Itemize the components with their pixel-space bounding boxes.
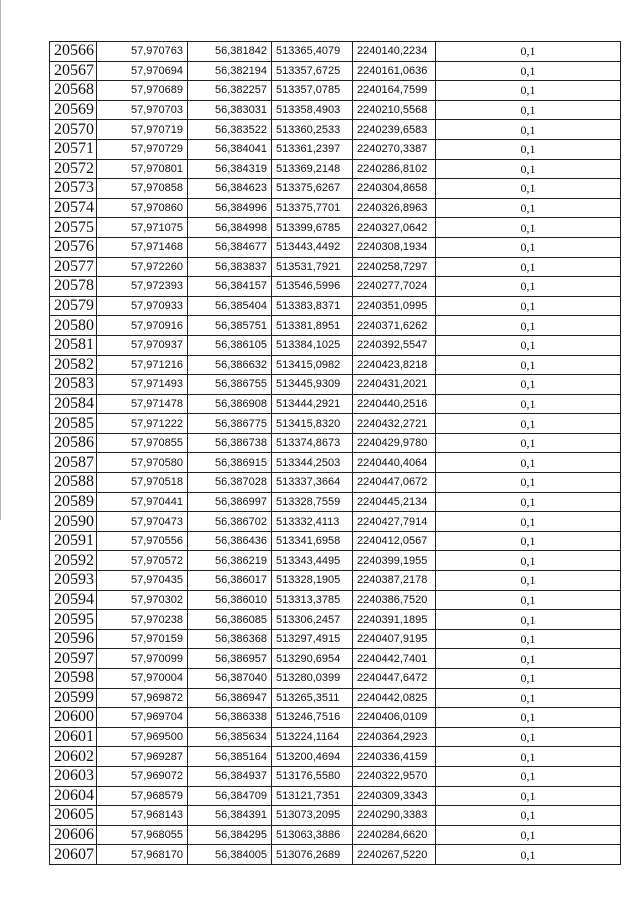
latitude-cell: 57,970238 — [97, 610, 188, 630]
accuracy-cell: 0,1 — [436, 571, 621, 591]
y-coordinate-cell: 2240277,7024 — [353, 277, 436, 297]
x-coordinate-cell: 513444,2921 — [272, 394, 353, 414]
latitude-cell: 57,970933 — [97, 296, 188, 316]
table-row — [50, 335, 621, 355]
x-coordinate-cell: 513332,4113 — [272, 512, 353, 532]
y-coordinate-cell: 2240326,8963 — [353, 198, 436, 218]
latitude-cell: 57,970441 — [97, 492, 188, 512]
table-row — [50, 669, 621, 689]
point-number-cell: 20575 — [50, 218, 97, 238]
latitude-cell: 57,971075 — [97, 218, 188, 238]
point-number-cell: 20605 — [50, 806, 97, 826]
accuracy-cell: 0,1 — [436, 257, 621, 277]
y-coordinate-cell: 2240445,2134 — [353, 492, 436, 512]
y-coordinate-cell: 2240164,7599 — [353, 81, 436, 101]
table-row — [50, 394, 621, 414]
y-coordinate-cell: 2240431,2021 — [353, 375, 436, 395]
accuracy-cell: 0,1 — [436, 766, 621, 786]
point-number-cell: 20588 — [50, 473, 97, 493]
latitude-cell: 57,968143 — [97, 806, 188, 826]
table-row — [50, 61, 621, 81]
longitude-cell: 56,384709 — [188, 786, 272, 806]
y-coordinate-cell: 2240336,4159 — [353, 747, 436, 767]
x-coordinate-cell: 513200,4694 — [272, 747, 353, 767]
table-row — [50, 159, 621, 179]
x-coordinate-cell: 513224,1164 — [272, 727, 353, 747]
y-coordinate-cell: 2240412,0567 — [353, 531, 436, 551]
x-coordinate-cell: 513341,6958 — [272, 531, 353, 551]
latitude-cell: 57,970572 — [97, 551, 188, 571]
point-number-cell: 20581 — [50, 335, 97, 355]
latitude-cell: 57,969704 — [97, 708, 188, 728]
table-row — [50, 237, 621, 257]
accuracy-cell: 0,1 — [436, 296, 621, 316]
accuracy-cell: 0,1 — [436, 218, 621, 238]
point-number-cell: 20601 — [50, 727, 97, 747]
longitude-cell: 56,383837 — [188, 257, 272, 277]
point-number-cell: 20599 — [50, 688, 97, 708]
table-row — [50, 316, 621, 336]
table-row — [50, 590, 621, 610]
x-coordinate-cell: 513280,0399 — [272, 669, 353, 689]
x-coordinate-cell: 513357,6725 — [272, 61, 353, 81]
y-coordinate-cell: 2240239,6583 — [353, 120, 436, 140]
longitude-cell: 56,381842 — [188, 42, 272, 62]
table-row — [50, 708, 621, 728]
y-coordinate-cell: 2240364,2923 — [353, 727, 436, 747]
accuracy-cell: 0,1 — [436, 394, 621, 414]
table-row — [50, 747, 621, 767]
y-coordinate-cell: 2240427,7914 — [353, 512, 436, 532]
x-coordinate-cell: 513343,4495 — [272, 551, 353, 571]
x-coordinate-cell: 513265,3511 — [272, 688, 353, 708]
accuracy-cell: 0,1 — [436, 551, 621, 571]
point-number-cell: 20590 — [50, 512, 97, 532]
x-coordinate-cell: 513531,7921 — [272, 257, 353, 277]
y-coordinate-cell: 2240423,8218 — [353, 355, 436, 375]
longitude-cell: 56,386957 — [188, 649, 272, 669]
table-row — [50, 512, 621, 532]
longitude-cell: 56,384996 — [188, 198, 272, 218]
longitude-cell: 56,386105 — [188, 335, 272, 355]
latitude-cell: 57,970719 — [97, 120, 188, 140]
y-coordinate-cell: 2240270,3387 — [353, 139, 436, 159]
accuracy-cell: 0,1 — [436, 237, 621, 257]
latitude-cell: 57,970858 — [97, 179, 188, 199]
latitude-cell: 57,968579 — [97, 786, 188, 806]
x-coordinate-cell: 513415,8320 — [272, 414, 353, 434]
point-number-cell: 20578 — [50, 277, 97, 297]
x-coordinate-cell: 513297,4915 — [272, 629, 353, 649]
accuracy-cell: 0,1 — [436, 590, 621, 610]
latitude-cell: 57,972260 — [97, 257, 188, 277]
table-row — [50, 649, 621, 669]
table-row — [50, 806, 621, 826]
latitude-cell: 57,970689 — [97, 81, 188, 101]
longitude-cell: 56,384005 — [188, 845, 272, 865]
accuracy-cell: 0,1 — [436, 100, 621, 120]
longitude-cell: 56,386775 — [188, 414, 272, 434]
point-number-cell: 20595 — [50, 610, 97, 630]
x-coordinate-cell: 513121,7351 — [272, 786, 353, 806]
x-coordinate-cell: 513328,1905 — [272, 571, 353, 591]
x-coordinate-cell: 513381,8951 — [272, 316, 353, 336]
latitude-cell: 57,970937 — [97, 335, 188, 355]
accuracy-cell: 0,1 — [436, 531, 621, 551]
x-coordinate-cell: 513360,2533 — [272, 120, 353, 140]
point-number-cell: 20585 — [50, 414, 97, 434]
table-row — [50, 100, 621, 120]
point-number-cell: 20579 — [50, 296, 97, 316]
accuracy-cell: 0,1 — [436, 335, 621, 355]
latitude-cell: 57,970159 — [97, 629, 188, 649]
longitude-cell: 56,384937 — [188, 766, 272, 786]
table-row — [50, 42, 621, 62]
table-row — [50, 473, 621, 493]
accuracy-cell: 0,1 — [436, 453, 621, 473]
point-number-cell: 20587 — [50, 453, 97, 473]
latitude-cell: 57,970763 — [97, 42, 188, 62]
table-row — [50, 375, 621, 395]
accuracy-cell: 0,1 — [436, 159, 621, 179]
accuracy-cell: 0,1 — [436, 845, 621, 865]
latitude-cell: 57,971493 — [97, 375, 188, 395]
longitude-cell: 56,386010 — [188, 590, 272, 610]
table-row — [50, 198, 621, 218]
latitude-cell: 57,970435 — [97, 571, 188, 591]
accuracy-cell: 0,1 — [436, 669, 621, 689]
point-number-cell: 20567 — [50, 61, 97, 81]
point-number-cell: 20577 — [50, 257, 97, 277]
latitude-cell: 57,970729 — [97, 139, 188, 159]
longitude-cell: 56,386947 — [188, 688, 272, 708]
longitude-cell: 56,387028 — [188, 473, 272, 493]
point-number-cell: 20570 — [50, 120, 97, 140]
y-coordinate-cell: 2240304,8658 — [353, 179, 436, 199]
y-coordinate-cell: 2240290,3383 — [353, 806, 436, 826]
table-row — [50, 786, 621, 806]
point-number-cell: 20594 — [50, 590, 97, 610]
x-coordinate-cell: 513344,2503 — [272, 453, 353, 473]
coordinates-table — [49, 41, 621, 865]
latitude-cell: 57,970855 — [97, 433, 188, 453]
longitude-cell: 56,386017 — [188, 571, 272, 591]
latitude-cell: 57,970916 — [97, 316, 188, 336]
latitude-cell: 57,970302 — [97, 590, 188, 610]
y-coordinate-cell: 2240392,5547 — [353, 335, 436, 355]
longitude-cell: 56,386738 — [188, 433, 272, 453]
table-row — [50, 433, 621, 453]
table-row — [50, 414, 621, 434]
point-number-cell: 20568 — [50, 81, 97, 101]
x-coordinate-cell: 513365,4079 — [272, 42, 353, 62]
point-number-cell: 20591 — [50, 531, 97, 551]
x-coordinate-cell: 513546,5996 — [272, 277, 353, 297]
longitude-cell: 56,384391 — [188, 806, 272, 826]
table-row — [50, 629, 621, 649]
accuracy-cell: 0,1 — [436, 747, 621, 767]
point-number-cell: 20571 — [50, 139, 97, 159]
accuracy-cell: 0,1 — [436, 355, 621, 375]
x-coordinate-cell: 513358,4903 — [272, 100, 353, 120]
table-row — [50, 825, 621, 845]
x-coordinate-cell: 513076,2689 — [272, 845, 353, 865]
accuracy-cell: 0,1 — [436, 414, 621, 434]
point-number-cell: 20583 — [50, 375, 97, 395]
table-row — [50, 551, 621, 571]
y-coordinate-cell: 2240399,1955 — [353, 551, 436, 571]
x-coordinate-cell: 513369,2148 — [272, 159, 353, 179]
y-coordinate-cell: 2240447,0672 — [353, 473, 436, 493]
accuracy-cell: 0,1 — [436, 492, 621, 512]
latitude-cell: 57,971478 — [97, 394, 188, 414]
point-number-cell: 20573 — [50, 179, 97, 199]
x-coordinate-cell: 513063,3886 — [272, 825, 353, 845]
y-coordinate-cell: 2240327,0642 — [353, 218, 436, 238]
accuracy-cell: 0,1 — [436, 708, 621, 728]
y-coordinate-cell: 2240442,0825 — [353, 688, 436, 708]
accuracy-cell: 0,1 — [436, 316, 621, 336]
accuracy-cell: 0,1 — [436, 433, 621, 453]
y-coordinate-cell: 2240258,7297 — [353, 257, 436, 277]
table-row — [50, 610, 621, 630]
longitude-cell: 56,386915 — [188, 453, 272, 473]
latitude-cell: 57,970099 — [97, 649, 188, 669]
accuracy-cell: 0,1 — [436, 277, 621, 297]
point-number-cell: 20572 — [50, 159, 97, 179]
latitude-cell: 57,970556 — [97, 531, 188, 551]
accuracy-cell: 0,1 — [436, 179, 621, 199]
y-coordinate-cell: 2240161,0636 — [353, 61, 436, 81]
accuracy-cell: 0,1 — [436, 512, 621, 532]
table-row — [50, 139, 621, 159]
table-row — [50, 571, 621, 591]
y-coordinate-cell: 2240351,0995 — [353, 296, 436, 316]
x-coordinate-cell: 513399,6785 — [272, 218, 353, 238]
y-coordinate-cell: 2240267,5220 — [353, 845, 436, 865]
latitude-cell: 57,970580 — [97, 453, 188, 473]
y-coordinate-cell: 2240322,9570 — [353, 766, 436, 786]
longitude-cell: 56,384295 — [188, 825, 272, 845]
latitude-cell: 57,971468 — [97, 237, 188, 257]
scan-edge-line — [0, 0, 1, 520]
latitude-cell: 57,970004 — [97, 669, 188, 689]
latitude-cell: 57,969500 — [97, 727, 188, 747]
y-coordinate-cell: 2240406,0109 — [353, 708, 436, 728]
y-coordinate-cell: 2240432,2721 — [353, 414, 436, 434]
x-coordinate-cell: 513328,7559 — [272, 492, 353, 512]
latitude-cell: 57,970703 — [97, 100, 188, 120]
longitude-cell: 56,387040 — [188, 669, 272, 689]
x-coordinate-cell: 513176,5580 — [272, 766, 353, 786]
x-coordinate-cell: 513337,3664 — [272, 473, 353, 493]
y-coordinate-cell: 2240140,2234 — [353, 42, 436, 62]
table-body — [50, 42, 621, 865]
x-coordinate-cell: 513290,6954 — [272, 649, 353, 669]
latitude-cell: 57,970473 — [97, 512, 188, 532]
longitude-cell: 56,382257 — [188, 81, 272, 101]
latitude-cell: 57,968055 — [97, 825, 188, 845]
latitude-cell: 57,969072 — [97, 766, 188, 786]
accuracy-cell: 0,1 — [436, 198, 621, 218]
point-number-cell: 20596 — [50, 629, 97, 649]
table-row — [50, 277, 621, 297]
point-number-cell: 20576 — [50, 237, 97, 257]
longitude-cell: 56,386632 — [188, 355, 272, 375]
accuracy-cell: 0,1 — [436, 42, 621, 62]
longitude-cell: 56,386436 — [188, 531, 272, 551]
y-coordinate-cell: 2240286,8102 — [353, 159, 436, 179]
point-number-cell: 20582 — [50, 355, 97, 375]
longitude-cell: 56,386219 — [188, 551, 272, 571]
x-coordinate-cell: 513375,7701 — [272, 198, 353, 218]
x-coordinate-cell: 513445,9309 — [272, 375, 353, 395]
table-row — [50, 531, 621, 551]
accuracy-cell: 0,1 — [436, 473, 621, 493]
longitude-cell: 56,385404 — [188, 296, 272, 316]
point-number-cell: 20592 — [50, 551, 97, 571]
point-number-cell: 20602 — [50, 747, 97, 767]
point-number-cell: 20580 — [50, 316, 97, 336]
latitude-cell: 57,968170 — [97, 845, 188, 865]
table-row — [50, 766, 621, 786]
longitude-cell: 56,386338 — [188, 708, 272, 728]
accuracy-cell: 0,1 — [436, 81, 621, 101]
longitude-cell: 56,384319 — [188, 159, 272, 179]
latitude-cell: 57,971222 — [97, 414, 188, 434]
y-coordinate-cell: 2240440,4064 — [353, 453, 436, 473]
x-coordinate-cell: 513361,2397 — [272, 139, 353, 159]
latitude-cell: 57,969287 — [97, 747, 188, 767]
table-row — [50, 845, 621, 865]
longitude-cell: 56,386702 — [188, 512, 272, 532]
table-row — [50, 179, 621, 199]
point-number-cell: 20606 — [50, 825, 97, 845]
x-coordinate-cell: 513384,1025 — [272, 335, 353, 355]
point-number-cell: 20566 — [50, 42, 97, 62]
accuracy-cell: 0,1 — [436, 649, 621, 669]
table-row — [50, 218, 621, 238]
longitude-cell: 56,386997 — [188, 492, 272, 512]
accuracy-cell: 0,1 — [436, 375, 621, 395]
accuracy-cell: 0,1 — [436, 727, 621, 747]
longitude-cell: 56,386908 — [188, 394, 272, 414]
point-number-cell: 20600 — [50, 708, 97, 728]
longitude-cell: 56,386085 — [188, 610, 272, 630]
x-coordinate-cell: 513375,6267 — [272, 179, 353, 199]
point-number-cell: 20598 — [50, 669, 97, 689]
latitude-cell: 57,971216 — [97, 355, 188, 375]
point-number-cell: 20584 — [50, 394, 97, 414]
y-coordinate-cell: 2240429,9780 — [353, 433, 436, 453]
longitude-cell: 56,383031 — [188, 100, 272, 120]
point-number-cell: 20597 — [50, 649, 97, 669]
y-coordinate-cell: 2240371,6262 — [353, 316, 436, 336]
accuracy-cell: 0,1 — [436, 629, 621, 649]
latitude-cell: 57,970518 — [97, 473, 188, 493]
point-number-cell: 20589 — [50, 492, 97, 512]
table-row — [50, 492, 621, 512]
accuracy-cell: 0,1 — [436, 806, 621, 826]
latitude-cell: 57,970801 — [97, 159, 188, 179]
longitude-cell: 56,383522 — [188, 120, 272, 140]
table-row — [50, 727, 621, 747]
longitude-cell: 56,386755 — [188, 375, 272, 395]
x-coordinate-cell: 513313,3785 — [272, 590, 353, 610]
point-number-cell: 20593 — [50, 571, 97, 591]
accuracy-cell: 0,1 — [436, 61, 621, 81]
point-number-cell: 20604 — [50, 786, 97, 806]
y-coordinate-cell: 2240387,2178 — [353, 571, 436, 591]
y-coordinate-cell: 2240442,7401 — [353, 649, 436, 669]
longitude-cell: 56,384623 — [188, 179, 272, 199]
point-number-cell: 20607 — [50, 845, 97, 865]
x-coordinate-cell: 513073,2095 — [272, 806, 353, 826]
longitude-cell: 56,385634 — [188, 727, 272, 747]
x-coordinate-cell: 513357,0785 — [272, 81, 353, 101]
table-row — [50, 296, 621, 316]
accuracy-cell: 0,1 — [436, 688, 621, 708]
y-coordinate-cell: 2240309,3343 — [353, 786, 436, 806]
x-coordinate-cell: 513415,0982 — [272, 355, 353, 375]
latitude-cell: 57,972393 — [97, 277, 188, 297]
table-row — [50, 257, 621, 277]
point-number-cell: 20574 — [50, 198, 97, 218]
table-row — [50, 355, 621, 375]
x-coordinate-cell: 513306,2457 — [272, 610, 353, 630]
y-coordinate-cell: 2240391,1895 — [353, 610, 436, 630]
x-coordinate-cell: 513383,8371 — [272, 296, 353, 316]
accuracy-cell: 0,1 — [436, 139, 621, 159]
table-row — [50, 453, 621, 473]
longitude-cell: 56,385164 — [188, 747, 272, 767]
y-coordinate-cell: 2240447,6472 — [353, 669, 436, 689]
x-coordinate-cell: 513374,8673 — [272, 433, 353, 453]
latitude-cell: 57,970860 — [97, 198, 188, 218]
latitude-cell: 57,970694 — [97, 61, 188, 81]
accuracy-cell: 0,1 — [436, 610, 621, 630]
y-coordinate-cell: 2240284,6620 — [353, 825, 436, 845]
accuracy-cell: 0,1 — [436, 120, 621, 140]
y-coordinate-cell: 2240308,1934 — [353, 237, 436, 257]
accuracy-cell: 0,1 — [436, 786, 621, 806]
x-coordinate-cell: 513443,4492 — [272, 237, 353, 257]
longitude-cell: 56,384157 — [188, 277, 272, 297]
y-coordinate-cell: 2240386,7520 — [353, 590, 436, 610]
longitude-cell: 56,384677 — [188, 237, 272, 257]
point-number-cell: 20586 — [50, 433, 97, 453]
x-coordinate-cell: 513246,7516 — [272, 708, 353, 728]
longitude-cell: 56,384998 — [188, 218, 272, 238]
y-coordinate-cell: 2240407,9195 — [353, 629, 436, 649]
point-number-cell: 20603 — [50, 766, 97, 786]
y-coordinate-cell: 2240210,5568 — [353, 100, 436, 120]
longitude-cell: 56,386368 — [188, 629, 272, 649]
longitude-cell: 56,382194 — [188, 61, 272, 81]
y-coordinate-cell: 2240440,2516 — [353, 394, 436, 414]
table-row — [50, 81, 621, 101]
accuracy-cell: 0,1 — [436, 825, 621, 845]
table-row — [50, 688, 621, 708]
longitude-cell: 56,384041 — [188, 139, 272, 159]
latitude-cell: 57,969872 — [97, 688, 188, 708]
longitude-cell: 56,385751 — [188, 316, 272, 336]
table-row — [50, 120, 621, 140]
point-number-cell: 20569 — [50, 100, 97, 120]
